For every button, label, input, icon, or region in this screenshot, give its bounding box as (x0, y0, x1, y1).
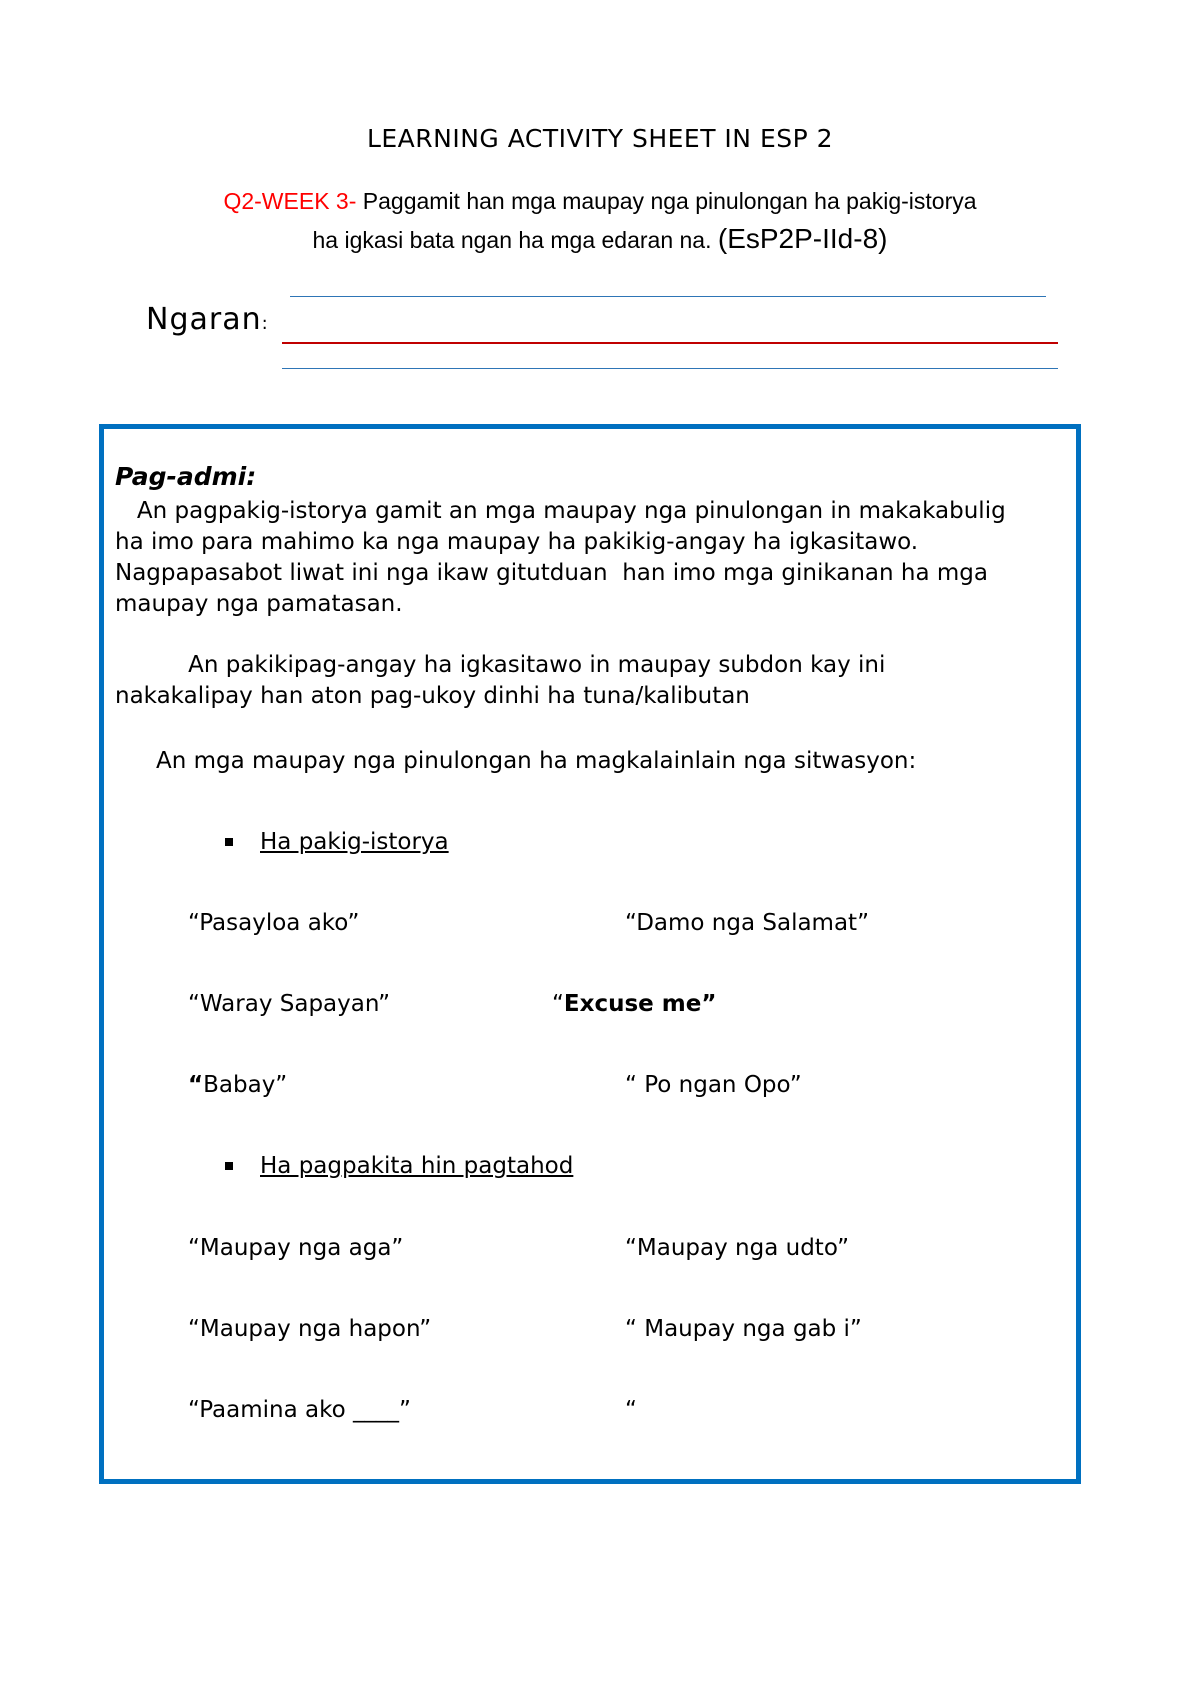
paragraph-1-line-2: ha imo para mahimo ka nga maupay ha pakikig-angay ha igkasitawo. (115, 529, 919, 555)
phrase-maupay-nga-hapon: “Maupay nga hapon” (188, 1316, 432, 1342)
phrase-damo-nga-salamat: “Damo nga Salamat” (625, 910, 869, 936)
week-label: Q2-WEEK 3- (223, 188, 357, 214)
section-1-title: Ha pakig-istorya (260, 829, 449, 855)
phrase-maupay-nga-udto: “Maupay nga udto” (625, 1235, 849, 1261)
name-line-bottom (282, 368, 1058, 369)
worksheet-subtitle (0, 182, 1200, 259)
phrase-empty-quote: “ (625, 1397, 637, 1423)
paragraph-1-line-1: An pagpakig-istorya gamit an mga maupay nga pinulongan in makakabulig (115, 498, 1006, 524)
phrase-maupay-nga-gabi: “ Maupay nga gab i” (625, 1316, 862, 1342)
topic-line-2: ha igkasi bata ngan ha mga edaran na. (312, 227, 718, 253)
phrase-babay: “Babay” (188, 1072, 288, 1098)
situations-intro: An mga maupay nga pinulongan ha magkalainlain nga sitwasyon: (156, 748, 917, 774)
worksheet-title: LEARNING ACTIVITY SHEET IN ESP 2 (366, 124, 834, 153)
name-input-line[interactable] (282, 342, 1058, 344)
name-label: Ngaran: (146, 302, 268, 337)
phrase-waray-sapayan: “Waray Sapayan” (188, 991, 391, 1017)
phrase-pasayloa-ako: “Pasayloa ako” (188, 910, 360, 936)
bullet-icon (225, 838, 233, 846)
lesson-heading: Pag-admi: (115, 462, 257, 491)
paragraph-2-line-1: An pakikipag-angay ha igkasitawo in maupay subdon kay ini (115, 652, 886, 678)
paragraph-2-line-2: nakakalipay han aton pag-ukoy dinhi ha tuna/kalibutan (115, 683, 750, 709)
paragraph-1-line-4: maupay nga pamatasan. (115, 591, 403, 617)
phrase-excuse-me: “Excuse me” (552, 991, 717, 1017)
phrase-paamina-ako: “Paamina ako ____” (188, 1397, 411, 1423)
phrase-po-ngan-opo: “ Po ngan Opo” (625, 1072, 802, 1098)
bullet-icon (225, 1162, 233, 1170)
topic-line-1: Paggamit han mga maupay nga pinulongan ha pakig-istorya (356, 188, 977, 214)
name-line-top (290, 296, 1046, 297)
paragraph-1-line-3: Nagpapasabot liwat ini nga ikaw gitutduan han imo mga ginikanan ha mga (115, 560, 988, 586)
phrase-maupay-nga-aga: “Maupay nga aga” (188, 1235, 404, 1261)
competency-code: (EsP2P-IId-8) (717, 223, 888, 254)
section-2-title: Ha pagpakita hin pagtahod (260, 1153, 574, 1179)
